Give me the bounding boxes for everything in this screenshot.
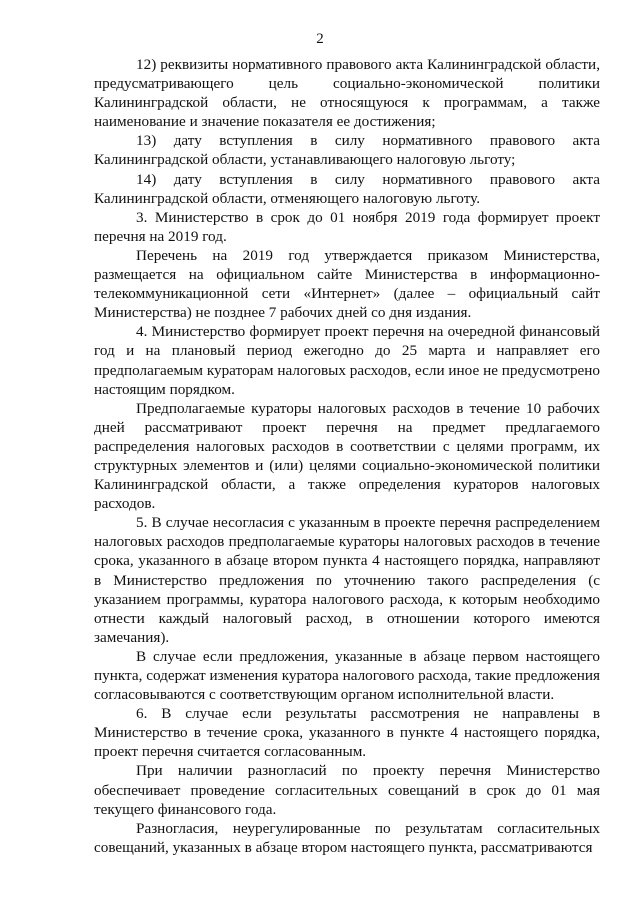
- page-number: 2: [316, 31, 324, 47]
- paragraph: Предполагаемые кураторы налоговых расходов в течение 10 рабочих дней рассматривают проект перечня на предмет предлагаемого распределения налоговых расходов в соответствии с целями программ, их структурных элементов и (или) целями социально-экономической политики Калининградской области, а также определения кураторов налоговых расходов.: [94, 399, 600, 513]
- paragraph: 6. В случае если результаты рассмотрения не направлены в Министерство в течение срока, указанного в пункте 4 настоящего порядка, проект перечня считается согласованным.: [94, 705, 600, 761]
- paragraph: 12) реквизиты нормативного правового акта Калининградской области, предусматривающего цель социально-экономической политики Калининградской области, не относящуюся к программам, а также наименование и значение показателя ее достижения;: [94, 56, 600, 131]
- paragraph: Перечень на 2019 год утверждается приказом Министерства, размещается на официальном сайте Министерства в информационно-телекоммуникационной сети «Интернет» (далее – официальный сайт Министерства) не позднее 7 рабочих дней со дня издания.: [94, 246, 600, 322]
- paragraph: В случае если предложения, указанные в абзаце первом настоящего пункта, содержат изменения куратора налогового расхода, такие предложения согласовываются с соответствующим органом исполнительной власти.: [94, 647, 600, 704]
- paragraph: 5. В случае несогласия с указанным в проекте перечня распределением налоговых расходов предполагаемые кураторы налоговых расходов в течение срока, указанного в абзаце втором пункта 4 настоящего порядка, направляют в Министерство предложения по уточнению такого распределения (с указанием программы, куратора налогового расхода, к которым необходимо отнести каждый налоговый расход, в отношении которого имеются замечания).: [94, 514, 600, 646]
- paragraph: Разногласия, неурегулированные по результатам согласительных совещаний, указанных в абзаце втором настоящего пункта, рассматриваются: [94, 819, 600, 856]
- paragraph: 13) дату вступления в силу нормативного правового акта Калининградской области, устанавливающего налоговую льготу;: [94, 132, 600, 169]
- document-body: [94, 55, 600, 857]
- paragraph: При наличии разногласий по проекту перечня Министерство обеспечивает проведение согласительных совещаний в срок до 01 мая текущего финансового года.: [94, 762, 600, 818]
- paragraph: 14) дату вступления в силу нормативного правового акта Калининградской области, отменяющего налоговую льготу.: [94, 170, 600, 207]
- paragraph: 3. Министерство в срок до 01 ноября 2019 года формирует проект перечня на 2019 год.: [94, 208, 600, 245]
- paragraph: 4. Министерство формирует проект перечня на очередной финансовый год и на плановый период ежегодно до 25 марта и направляет его предполагаемым кураторам налоговых расходов, если иное не предусмотрено настоящим порядком.: [94, 323, 600, 398]
